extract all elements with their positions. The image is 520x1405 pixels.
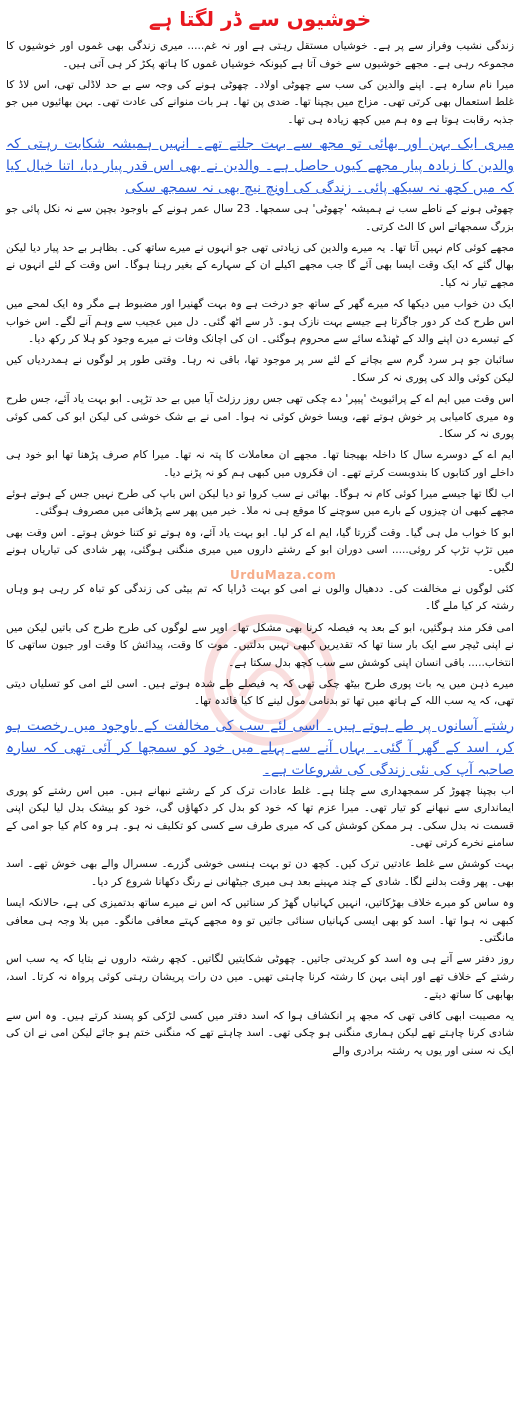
paragraph: بہت کوشش سے غلط عادتیں ترک کیں۔ کچھ دن تو بہت ہنسی خوشی گزرے۔ سسرال والے بھی خوش تھے۔ اسد بھی۔ پھر وقت بدلنے لگا۔ شادی کے چند مہینے بعد ہی میری جیٹھانی نے رنگ دکھانا شروع کر دیا۔ [6, 858, 514, 888]
paragraph: اس وقت میں ایم اے کے پرائیویٹ 'پیپر' دے چکی تھی جس روز رزلٹ آیا میں بے حد تڑپی۔ ابو بہت یاد آئے، جس طرح وہ میری کامیابی پر خوش ہوتے تھے، ویسا خوش کوئی نہ ہوا۔ امی نے بے شک خوشی کی لیکن ابو کی کمی کوئی پوری نہ کر سکا۔ [6, 392, 514, 441]
article-title: خوشیوں سے ڈر لگتا ہے [148, 7, 372, 31]
paragraph: یہ مصیبت ابھی کافی تھی کہ مجھ پر انکشاف ہوا کہ اسد دفتر میں کسی لڑکی کو پسند کرتے ہیں۔ وہ اس سے شادی کرنا چاہتے تھے لیکن ہماری منگنی ہو چکی تھی۔ اسد چاہتے تھے کہ منگنی ختم ہو جائے لیکن امی نے ان کی ایک نہ سنی اور یوں یہ رشتہ برادری والے [6, 1009, 514, 1057]
paragraph: ابو کا خواب مل ہی گیا۔ وقت گزرتا گیا، ایم اے کر لیا۔ ابو بہت یاد آئے، وہ ہوتے تو کتنا خوش ہوتے۔ اس وقت بھی میں تڑپ تڑپ کر روئی..... اسی دوران ابو کے رشتے داروں میں میری منگنی ہوگئی، پھر شادی کی تیاریاں ہونے لگیں۔ [6, 526, 514, 574]
paragraph: اب بچپنا چھوڑ کر سمجھداری سے چلنا ہے۔ غلط عادات ترک کر کے رشتے نبھانے ہیں۔ میں اس رشتے کو پوری ایمانداری سے نبھانے کو تیار تھی۔ میرا عزم تھا کہ خود کو بدل کر دکھاؤں گی، خود کو بیشک بدل لیا لیکن اپنی قسمت نہ بدل سکی۔ ہر ممکن کوشش کی کہ میری طرف سے کسی کو تکلیف نہ ہو۔ ہر وہ کام کیا جو امی کے سامنے نخرے کرتی تھی۔ [6, 784, 514, 850]
paragraph: ایک دن خواب میں دیکھا کہ میرے گھر کے ساتھ جو درخت ہے وہ بہت گھنیرا اور مضبوط ہے مگر وہ ایک لمحے میں اس طرح کٹ کر دور جاگرتا ہے جیسے بہت نازک ہو۔ ڈر سے اٹھ گئی۔ دل میں عجیب سے وہم آنے لگے۔ اس خواب کے تیسرے دن اپنے والد کے ٹھنڈے سائے سے محروم ہوگئی۔ ان کی اچانک وفات نے میرے وجود کو ہلا کر رکھ دیا۔ [6, 297, 514, 346]
paragraph: وہ ساس کو میرے خلاف بھڑکاتیں، انہیں کہانیاں گھڑ کر سناتیں کہ اس نے میرے ساتھ بدتمیزی کی ہے، حالانکہ ایسا کبھی نہ ہوا تھا۔ اسد کو بھی ایسی کہانیاں سنائی جاتیں تو وہ مجھے کہتے معافی مانگو۔ میں بلا وجہ ہی معافی مانگتی۔ [6, 897, 514, 945]
article-body [6, 38, 514, 1064]
watermark-url: UrduMaza.com [230, 568, 337, 582]
paragraph: ایم اے کے دوسرے سال کا داخلہ بھیجنا تھا۔ مجھے ان معاملات کا پتہ نہ تھا۔ میرا کام صرف پڑھنا تھا ابو خود ہی داخلے اور کتابوں کا بندوبست کرتے تھے۔ ان فکروں میں کبھی ہم کو نہ پڑنے دیا۔ [6, 449, 514, 479]
paragraph: اب لگا تھا جیسے میرا کوئی کام نہ ہوگا۔ بھائی نے سب کروا تو دیا لیکن اس باپ کی طرح نہیں جس کے ہوتے ہوئے مجھے کبھی ان چیزوں کے بارے میں سوچنے کا موقع ہی نہ ملا۔ خیر میں پھر سے پڑھائی میں مصروف ہوگئی۔ [6, 487, 514, 518]
highlighted-quote: میری ایک بہن اور بھائی تو مجھ سے بہت جلتے تھے۔ انہیں ہمیشہ شکایت رہتی کہ والدین کا زیادہ پیار مجھے کیوں حاصل ہے۔ والدین نے بھی اس قدر پیار دیا، اتنا خیال کیا کہ میں کچھ نہ سیکھ پائی۔ زندگی کی اونچ نیچ بھی نہ سمجھ سکی [6, 135, 514, 196]
paragraph: زندگی نشیب وفراز سے پر ہے۔ خوشیاں مستقل رہتی ہے اور نہ غم..... میری زندگی بھی غموں اور خوشیوں کا مجموعہ رہی ہے۔ مجھے خوشیوں سے خوف آتا ہے کیونکہ خوشیاں غموں کا ہاتھ پکڑ کر ہی آتی ہیں۔ [6, 40, 514, 70]
paragraph: سائبان جو ہر سرد گرم سے بچانے کے لئے سر پر موجود تھا، باقی نہ رہا۔ وقتی طور پر لوگوں نے ہمدردیاں کیں لیکن کوئی والد کی پوری نہ کر سکا۔ [6, 354, 514, 384]
paragraph: چھوٹی ہونے کے ناطے سب نے ہمیشہ 'چھوٹی' ہی سمجھا۔ 23 سال عمر ہونے کے باوجود بچپن سے نہ نکل پائی جو بزرگ سمجھاتے اس کا الٹ کرتی۔ [6, 202, 514, 233]
paragraph: روز دفتر سے آتے ہی وہ اسد کو کریدتی جاتیں۔ چھوٹی شکایتیں لگاتیں۔ کچھ رشتہ داروں نے بتایا کہ یہ سب اس رشتے کے خلاف تھے اور اپنی بہن کا رشتہ کرنا چاہتی تھیں۔ میں دن رات پریشان رہتی کوئی پرواہ نہ کرتا۔ اسد، بھابھی کا ساتھ دیتے۔ [6, 953, 514, 1001]
paragraph: کئی لوگوں نے مخالفت کی۔ ددھیال والوں نے امی کو بہت ڈرایا کہ تم بیٹی کی زندگی کو تباہ کر رہی ہو وہاں رشتہ کر کیا ملے گا۔ [6, 582, 514, 613]
highlighted-quote: رشتے آسانوں پر طے ہوتے ہیں۔ اسی لئے سب کی مخالفت کے باوجود میں رخصت ہو کر، اسد کے گھر آ گئی۔ یہاں آنے سے پہلے میں خود کو سمجھا کر آئی تھی کہ سارہ صاحبہ آپ کی نئی زندگی کی شروعات ہے۔ [6, 717, 514, 778]
paragraph: امی فکر مند ہوگئیں، ابو کے بعد یہ فیصلہ کرنا بھی مشکل تھا۔ اوپر سے لوگوں کی طرح طرح کی باتیں لیکن میں نے اپنی ٹیچر سے ایک بار سنا تھا کہ تقدیریں کبھی نہیں بدلتیں۔ موت کا وقت، پیدائش کا وقت اور جیون ساتھی کا انتخاب..... باقی انسان اپنی کوشش سے سب کچھ بدل سکتا ہے۔ [6, 621, 514, 669]
paragraph: میرے ذہن میں یہ بات پوری طرح بیٹھ چکی تھی کہ یہ فیصلے طے شدہ ہوتے ہیں۔ اسی لئے امی کو تسلیاں دیتی تھی، کہ یہ سب اللہ کے ہاتھ میں تھا تو بدنامی مول لینے کا کیا فائدہ تھا۔ [6, 677, 514, 708]
paragraph: میرا نام سارہ ہے۔ اپنے والدین کی سب سے چھوٹی اولاد۔ چھوٹی ہونے کی وجہ سے بے حد لاڈلی تھی، اس لاڈ کا غلط استعمال بھی کرتی تھی۔ مزاج میں بچپنا تھا۔ ضدی پن تھا۔ ہر بات منوانے کی عادت تھی۔ بہن بھائیوں میں جو جذبہ رقابت ہوتا ہے وہ ہم میں کچھ زیادہ ہی تھا۔ [6, 78, 514, 126]
paragraph: مجھے کوئی کام نہیں آتا تھا۔ یہ میرے والدین کی زیادتی تھی جو انہوں نے میرے ساتھ کی۔ بظاہر بے حد پیار دیا لیکن بھال گئے کہ ایک وقت ایسا بھی آئے گا جب مجھے اکیلے ان کے سہارے کے بغیر رہنا ہوگا۔ اس وقت کے لئے انہوں نے مجھے تیار نہ کیا۔ [6, 241, 514, 289]
